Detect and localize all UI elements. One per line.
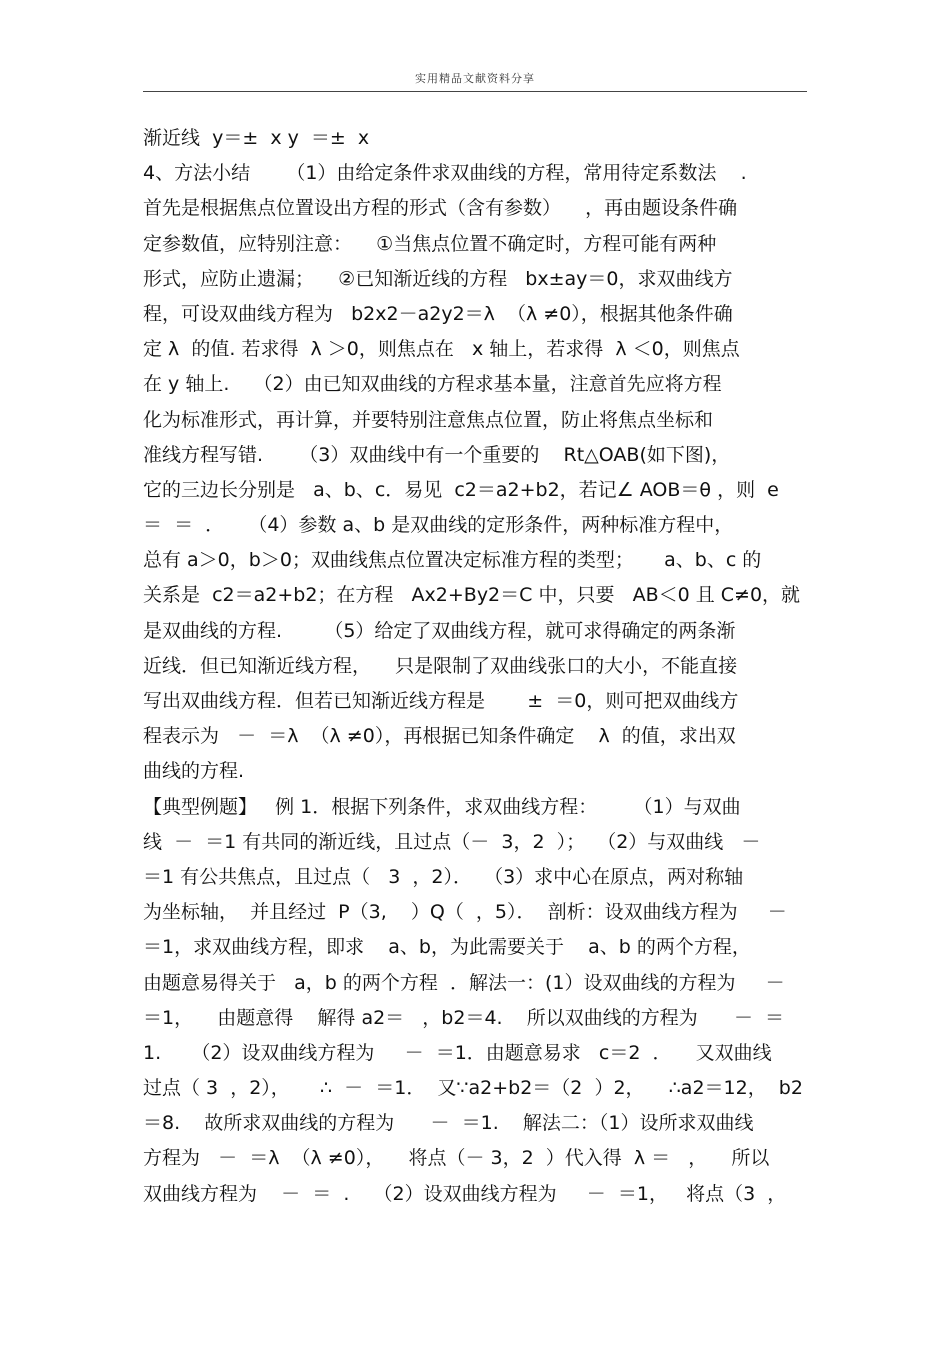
text-line: 由题意易得关于 a，b 的两个方程 ．解法一：(1）设双曲线的方程为 － — [143, 971, 785, 994]
text-line: 准线方程写错. （3）双曲线中有一个重要的 Rt△OAB(如下图)， — [143, 443, 731, 466]
text-line: 它的三边长分别是 a、b、c．易见 c2＝a2+b2，若记∠ AOB＝θ ，则 e — [143, 478, 779, 501]
text-line: 近线．但已知渐近线方程， 只是限制了双曲线张口的大小，不能直接 — [143, 654, 738, 677]
document-body — [143, 121, 823, 1212]
page-header: 实用精品文献资料分享 — [415, 72, 535, 85]
text-line: 4、方法小结 （1）由给定条件求双曲线的方程，常用待定系数法 . — [143, 162, 747, 185]
text-line: 1. （2）设双曲线方程为 － ＝1．由题意易求 c＝2 ． 又双曲线 — [143, 1041, 772, 1064]
text-line: 关系是 c2＝a2+b2；在方程 Ax2+By2＝C 中，只要 AB＜0 且 C≠0，就 — [143, 584, 801, 607]
text-line: 首先是根据焦点位置设出方程的形式（含有参数） ，再由题设条件确 — [143, 197, 738, 220]
text-line: 在 y 轴上. （2）由已知双曲线的方程求基本量，注意首先应将方程 — [143, 373, 722, 396]
text-line: 双曲线方程为 － ＝ . （2）设双曲线方程为 － ＝1， 将点（3 ， — [143, 1182, 787, 1205]
text-line: 是双曲线的方程. （5）给定了双曲线方程，就可求得确定的两条渐 — [143, 619, 736, 642]
text-line: 程，可设双曲线方程为 b2x2－a2y2＝λ （λ ≠0），根据其他条件确 — [143, 302, 733, 325]
text-line: 线 － ＝1 有共同的渐近线，且过点（－ 3，2 ）； （2）与双曲线 － — [143, 830, 761, 853]
text-line: 化为标准形式，再计算，并要特别注意焦点位置，防止将焦点坐标和 — [143, 408, 714, 431]
text-line: 写出双曲线方程．但若已知渐近线方程是 ± ＝0，则可把双曲线方 — [143, 690, 739, 712]
text-line: ＝1， 由题意得 解得 a2＝ ，b2＝4. 所以双曲线的方程为 － ＝ — [143, 1006, 785, 1029]
text-line: 程表示为 － ＝λ （λ ≠0），再根据已知条件确定 λ 的值，求出双 — [143, 725, 736, 748]
text-line: ＝ ＝ ． （4）参数 a、b 是双曲线的定形条件，两种标准方程中， — [143, 514, 734, 537]
text-line: 定 λ 的值. 若求得 λ ＞0，则焦点在 x 轴上，若求得 λ ＜0，则焦点 — [143, 338, 740, 361]
text-line: 为坐标轴， 并且经过 P（3, ）Q（ ，5）． 剖析：设双曲线方程为 － — [143, 901, 787, 924]
text-line: 总有 a＞0，b＞0；双曲线焦点位置决定标准方程的类型； a、b、c 的 — [143, 549, 762, 572]
text-line: 形式，应防止遗漏； ②已知渐近线的方程 bx±ay＝0，求双曲线方 — [143, 267, 733, 290]
text-line: 渐近线 y＝± x y ＝± x — [143, 127, 370, 149]
header-divider — [143, 91, 807, 92]
text-line: 方程为 － ＝λ （λ ≠0）， 将点（－ 3，2 ）代入得 λ ＝ ， 所以 — [143, 1147, 770, 1170]
text-line: 曲线的方程. — [143, 760, 245, 783]
text-line: 定参数值，应特别注意： ①当焦点位置不确定时，方程可能有两种 — [143, 232, 717, 255]
text-line: 【典型例题】 例 1．根据下列条件，求双曲线方程： （1）与双曲 — [143, 795, 741, 818]
text-line: ＝1 有公共焦点，且过点（ 3 ，2）． （3）求中心在原点，两对称轴 — [143, 865, 744, 888]
text-line: 过点（ 3 ，2）， ∴ － ＝1． 又∵a2+b2＝（2 ）2， ∴a2＝12， b2 — [143, 1077, 803, 1100]
text-line: ＝1，求双曲线方程，即求 a、b，为此需要关于 a、b 的两个方程， — [143, 936, 751, 959]
text-line: ＝8. 故所求双曲线的方程为 － ＝1. 解法二：（1）设所求双曲线 — [143, 1112, 754, 1135]
